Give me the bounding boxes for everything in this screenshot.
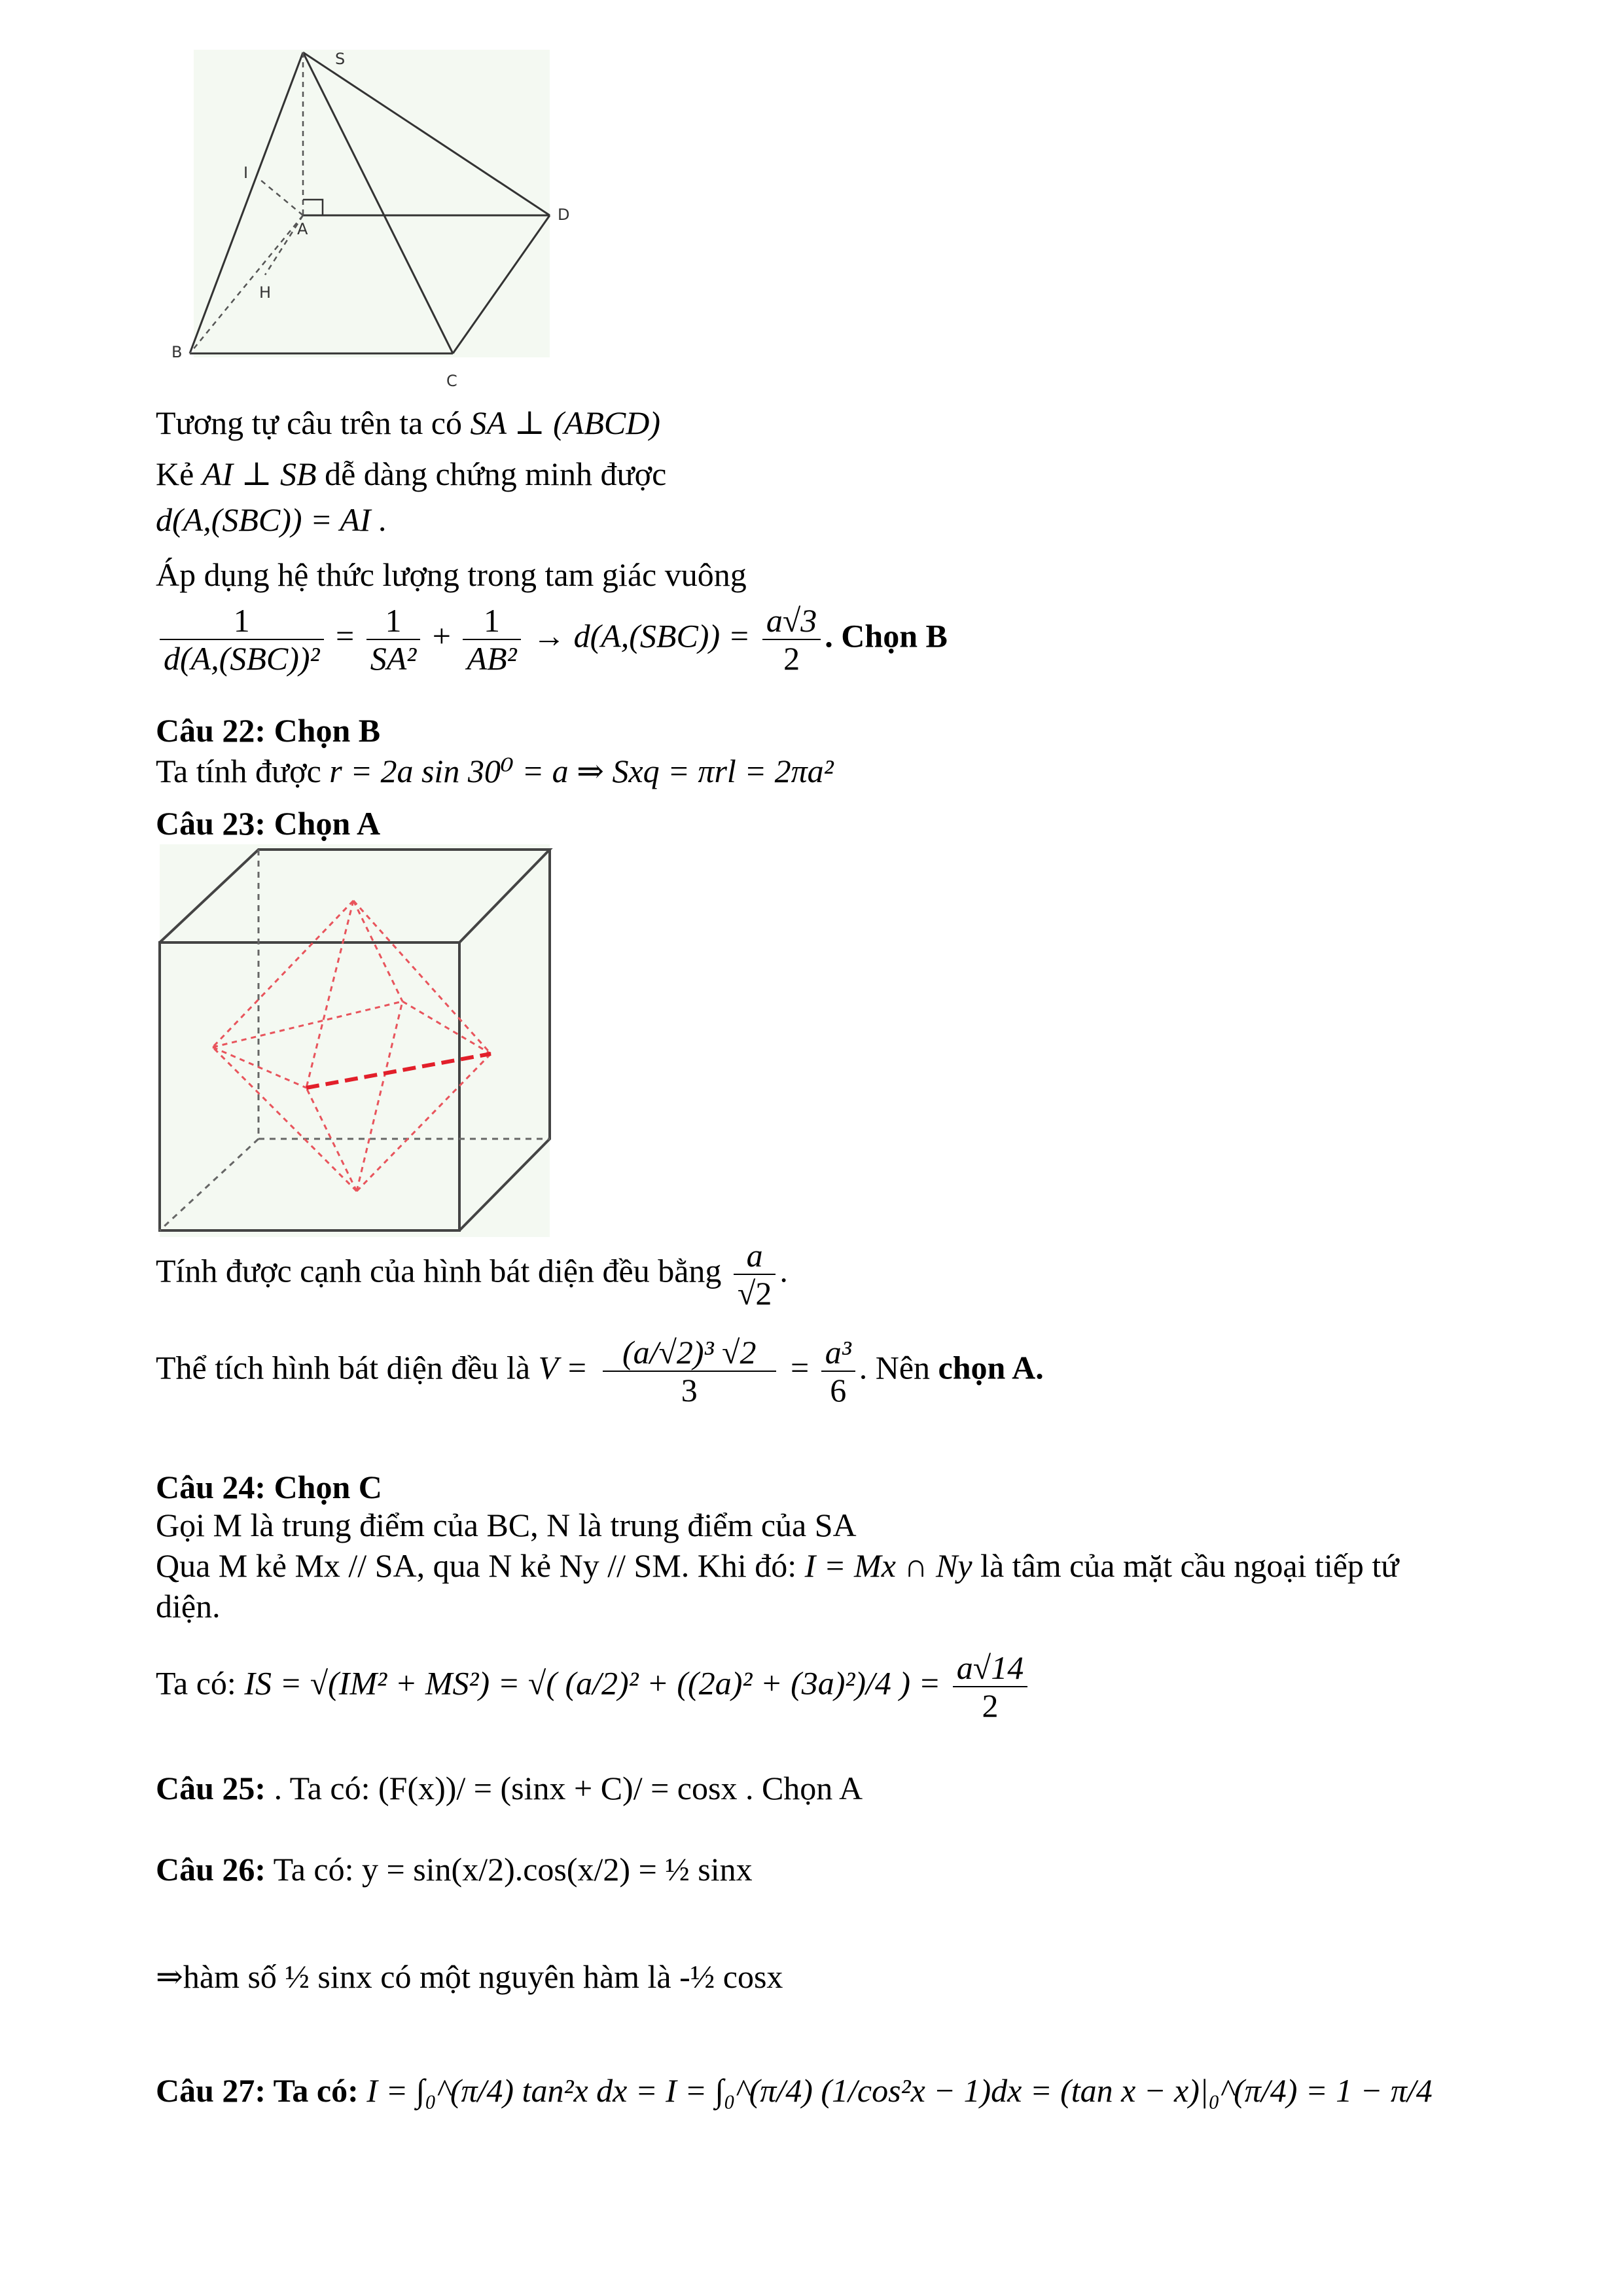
distance-ai-math: d(A,(SBC)) = AI . xyxy=(156,501,387,538)
fraction-a-sqrt3-over-2: $\frac{a√3}{2}$ xyxy=(762,602,821,677)
label-H: H xyxy=(259,283,272,302)
choose-b-label: . Chọn B xyxy=(825,617,948,655)
q22-text: Ta tính được xyxy=(156,753,330,789)
plus-sign: + xyxy=(432,617,451,655)
q22-math: r = 2a sin 30⁰ = a ⇒ Sxq = πrl = 2πa² xyxy=(329,753,834,789)
fraction-one-over-d2: $\frac{1}{\text{d(A,(SBC))²}}$ xyxy=(160,602,324,677)
fraction-one-over-ab2: $\frac{1}{\text{AB²}}$ xyxy=(463,602,520,677)
q24-line2: Qua M kẻ Mx // SA, qua N kẻ Ny // SM. Khi đó: I = Mx ∩ Ny là tâm của mặt cầu ngoại tiếp tứ xyxy=(156,1547,1399,1584)
q22-title: Câu 22: Chọn B xyxy=(156,712,381,749)
cube-hidden-diagonal xyxy=(160,1139,259,1230)
q25-line: Câu 25: . Ta có: (F(x))/ = (sinx + C)/ = cosx . Chọn A xyxy=(156,1770,863,1806)
label-D: D xyxy=(558,206,570,224)
line-sa-perp-text: Tương tự câu trên ta có xyxy=(156,404,471,441)
apply-relation-text: Áp dụng hệ thức lượng trong tam giác vuông xyxy=(156,556,747,593)
implies-distance: → d(A,(SBC)) = xyxy=(533,617,751,655)
cube-top-back-edges xyxy=(160,850,550,942)
q24-line3: diện. xyxy=(156,1588,221,1624)
q23-volume-text: Thể tích hình bát diện đều là xyxy=(156,1349,539,1386)
q27-line: Câu 27: Ta có: I = ∫₀^(π/4) tan²x dx = I = ∫₀^(π/4) (1/cos²x − 1)dx = (tan x − x)|₀^(π/4) = 1 − π/4 xyxy=(156,2072,1433,2109)
label-I: I xyxy=(243,164,249,182)
fraction-volume: $\frac{\text{(a/√2)³ √2}}{3}$ xyxy=(603,1334,776,1408)
equals-sign: = xyxy=(336,617,355,655)
fraction-a3-over-6: $\frac{\text{a³}}{6}$ xyxy=(821,1334,855,1408)
line-ai-perp-text-a: Kẻ xyxy=(156,456,202,492)
line-sa-perp-math: SA ⊥ (ABCD) xyxy=(470,404,660,441)
q24-line1: Gọi M là trung điểm của BC, N là trung điểm của SA xyxy=(156,1507,857,1543)
q23-title: Câu 23: Chọn A xyxy=(156,805,381,842)
label-B: B xyxy=(171,343,183,361)
line-ai-perp-math: AI ⊥ SB xyxy=(202,456,317,492)
fraction-one-over-sa2: $\frac{1}{\text{SA²}}$ xyxy=(366,602,421,677)
q26-line2: ⇒hàm số ½ sinx có một nguyên hàm là -½ cosx xyxy=(156,1958,783,1995)
q26-line: Câu 26: Ta có: y = sin(x/2).cos(x/2) = ½ sinx xyxy=(156,1851,753,1888)
label-A: A xyxy=(297,220,308,238)
q24-title: Câu 24: Chọn C xyxy=(156,1469,382,1505)
fraction-a-over-sqrt2: $\frac{a}{√2}$ xyxy=(734,1237,776,1312)
fraction-a-sqrt14-over-2: $\frac{a√14}{2}$ xyxy=(953,1649,1027,1724)
q23-edge-line: Tính được cạnh của hình bát diện đều bằng $\frac{a}{√2}$ . xyxy=(156,1237,788,1312)
label-S: S xyxy=(335,50,346,68)
q23-edge-text: Tính được cạnh của hình bát diện đều bằng xyxy=(156,1252,722,1289)
cube-right-back-edges xyxy=(459,850,550,1230)
line-ai-perp-text-b: dễ dàng chứng minh được xyxy=(316,456,667,492)
q24-radius-line: Ta có: IS = √(IM² + MS²) = √( (a/2)² + ((2a)² + (3a)²)/4 ) = $\frac{a√14}{2}$ xyxy=(156,1649,1031,1724)
q23-volume-line: Thể tích hình bát diện đều là V = $\frac{\text{(a/√2)³ √2}}{3}$ = $\frac{\text{a³}}{6}$ . Nên chọn A. xyxy=(156,1334,1044,1408)
label-C: C xyxy=(446,372,457,390)
